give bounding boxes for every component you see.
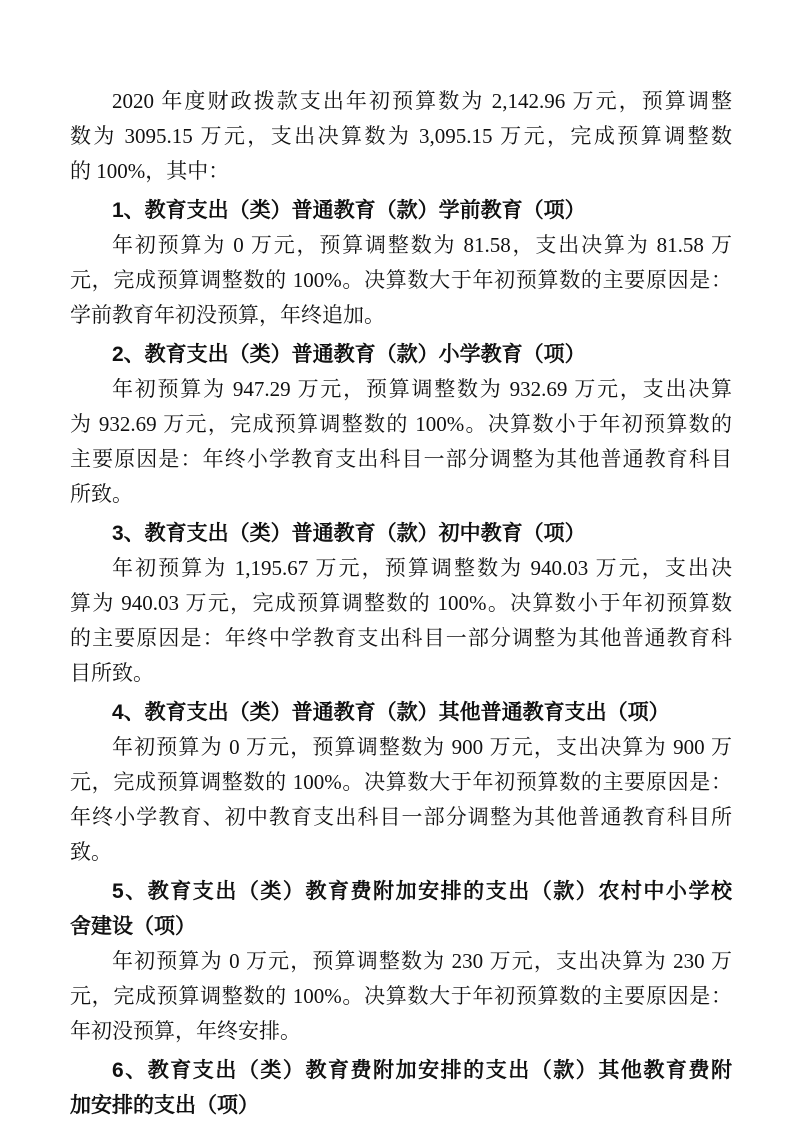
text-line: 学前教育年初没预算，年终追加。 [70, 303, 385, 327]
text-line: 致。 [70, 840, 112, 864]
body-paragraph [70, 551, 732, 691]
section-heading [70, 193, 732, 228]
text-line: 4、教育支出（类）普通教育（款）其他普通教育支出（项） [112, 701, 670, 724]
text-line: 的主要原因是：年终中学教育支出科目一部分调整为其他普通教育科 [70, 626, 732, 650]
section-heading [70, 516, 732, 551]
body-paragraph [70, 944, 732, 1049]
text-line: 所致。 [70, 482, 133, 506]
text-line: 加安排的支出（项） [70, 1094, 259, 1117]
text-line: 舍建设（项） [70, 915, 196, 938]
text-line: 年初没预算，年终安排。 [70, 1019, 301, 1043]
text-line: 年初预算为 947.29 万元，预算调整数为 932.69 万元，支出决算 [112, 377, 732, 401]
text-line: 元，完成预算调整数的 100%。决算数大于年初预算数的主要原因是： [70, 770, 732, 794]
text-line: 年初预算为 0 万元，预算调整数为 900 万元，支出决算为 900 万 [112, 735, 732, 759]
text-line: 数为 3095.15 万元，支出决算数为 3,095.15 万元，完成预算调整数 [70, 124, 732, 148]
body-paragraph [70, 372, 732, 512]
text-line: 5、教育支出（类）教育费附加安排的支出（款）农村中小学校 [112, 880, 732, 903]
body-paragraph [70, 730, 732, 870]
text-line: 算为 940.03 万元，完成预算调整数的 100%。决算数小于年初预算数 [70, 591, 732, 615]
text-line: 年初预算为 1,195.67 万元，预算调整数为 940.03 万元，支出决 [112, 556, 732, 580]
section-heading [70, 1053, 732, 1123]
text-line: 为 932.69 万元，完成预算调整数的 100%。决算数小于年初预算数的 [70, 412, 732, 436]
text-line: 3、教育支出（类）普通教育（款）初中教育（项） [112, 522, 586, 545]
text-line: 的 100%，其中： [70, 159, 230, 183]
text-line: 2、教育支出（类）普通教育（款）小学教育（项） [112, 343, 586, 366]
text-line: 元，完成预算调整数的 100%。决算数大于年初预算数的主要原因是： [70, 984, 732, 1008]
text-line: 元，完成预算调整数的 100%。决算数大于年初预算数的主要原因是： [70, 268, 732, 292]
body-paragraph [70, 84, 732, 189]
text-line: 年终小学教育、初中教育支出科目一部分调整为其他普通教育科目所 [70, 805, 732, 829]
text-line: 2020 年度财政拨款支出年初预算数为 2,142.96 万元，预算调整 [112, 89, 732, 113]
document-page [70, 84, 732, 1123]
section-heading [70, 874, 732, 944]
text-line: 年初预算为 0 万元，预算调整数为 81.58，支出决算为 81.58 万 [112, 233, 732, 257]
text-line: 主要原因是：年终小学教育支出科目一部分调整为其他普通教育科目 [70, 447, 732, 471]
text-line: 目所致。 [70, 661, 154, 685]
body-paragraph [70, 228, 732, 333]
text-line: 6、教育支出（类）教育费附加安排的支出（款）其他教育费附 [112, 1059, 732, 1082]
section-heading [70, 337, 732, 372]
text-line: 年初预算为 0 万元，预算调整数为 230 万元，支出决算为 230 万 [112, 949, 732, 973]
text-line: 1、教育支出（类）普通教育（款）学前教育（项） [112, 199, 586, 222]
section-heading [70, 695, 732, 730]
